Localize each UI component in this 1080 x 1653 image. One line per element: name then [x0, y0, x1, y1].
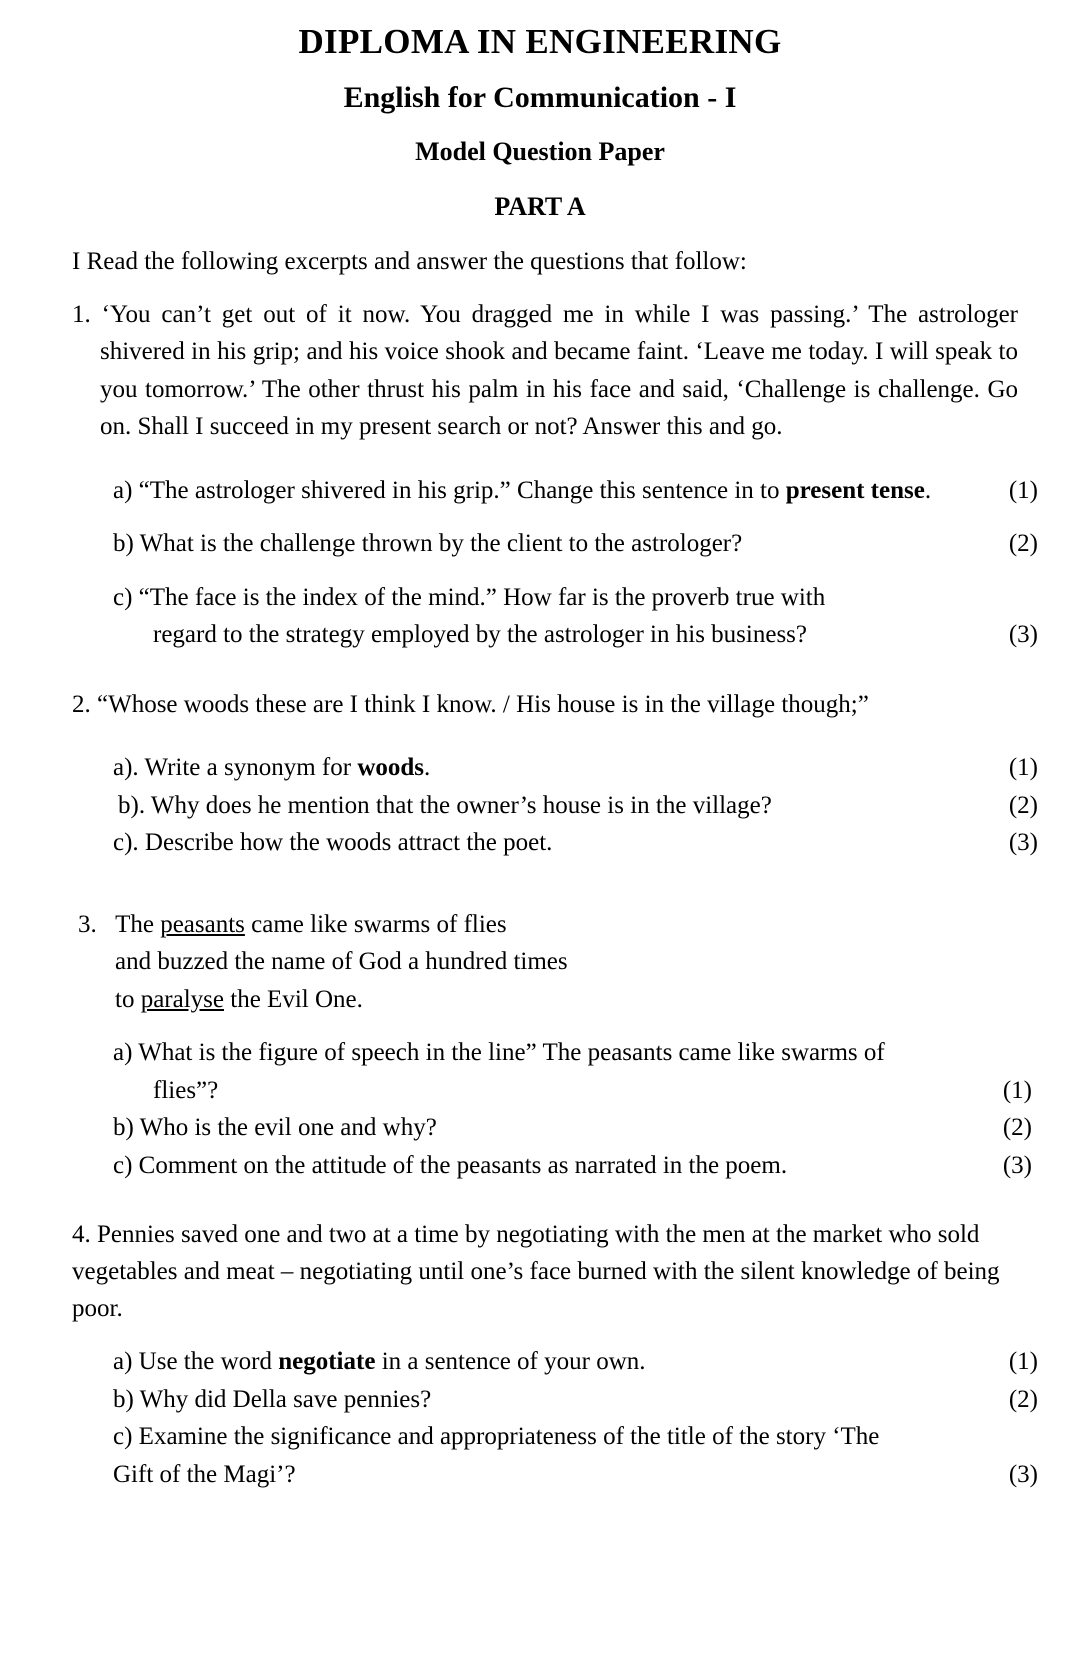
- question-3c: [0, 1147, 1080, 1185]
- question-2-number: 2.: [72, 690, 91, 718]
- question-4c-text: Examine the significance and appropriateness of the title of the story ‘The: [138, 1423, 880, 1451]
- question-2b: [0, 787, 1080, 825]
- question-2-passage: [0, 686, 1080, 724]
- question-4b: [0, 1381, 1080, 1419]
- question-4a: [0, 1343, 1080, 1381]
- question-4b-text: Why did Della save pennies?: [139, 1385, 432, 1413]
- question-4b-marks: (2): [1008, 1385, 1038, 1413]
- question-3b-text: Who is the evil one and why?: [139, 1114, 437, 1142]
- question-4a-marks: (1): [1008, 1348, 1038, 1376]
- question-4a-text-after: in a sentence of your own.: [375, 1348, 646, 1376]
- question-3a-text-cont: flies”?: [153, 1076, 219, 1104]
- question-2: [0, 686, 1080, 862]
- question-3-line-1: [0, 906, 1080, 944]
- question-1a-label: a): [113, 476, 133, 504]
- paper-type-title: Model Question Paper: [415, 137, 665, 167]
- question-1b: [0, 525, 1080, 563]
- question-3: [0, 906, 1080, 1185]
- question-2c: [0, 824, 1080, 862]
- question-3-line-3-before: to: [115, 985, 141, 1013]
- instruction-line: I Read the following excerpts and answer the questions that follow:: [72, 247, 747, 275]
- question-4c-label: c): [113, 1423, 133, 1451]
- question-2a-label: a).: [113, 754, 139, 782]
- question-2c-text: Describe how the woods attract the poet.: [144, 829, 553, 857]
- question-1a-text-after: .: [924, 476, 932, 504]
- question-1c-text-cont: regard to the strategy employed by the astrologer in his business?: [153, 621, 808, 649]
- question-3a-text: What is the figure of speech in the line” The peasants came like swarms of: [138, 1039, 885, 1067]
- question-1b-text: What is the challenge thrown by the client to the astrologer?: [139, 530, 743, 558]
- question-3-line-1-before: The: [115, 910, 161, 938]
- question-2b-label: b).: [118, 791, 146, 819]
- question-4c: [0, 1418, 1080, 1493]
- question-1c-text: “The face is the index of the mind.” How far is the proverb true with: [138, 583, 826, 611]
- question-4-passage: [0, 1216, 1080, 1327]
- question-2a: [0, 749, 1080, 787]
- question-2c-marks: (3): [1008, 829, 1038, 857]
- question-1a-bold: present tense: [785, 476, 925, 504]
- question-4b-label: b): [113, 1385, 134, 1413]
- question-1a-marks: (1): [1008, 476, 1038, 504]
- question-1-text: ‘You can’t get out of it now. You dragged me in while I was passing.’ The astrologer shivered in his grip; and his voice shook and became faint. ‘Leave me today. I will speak to you tomorrow.’ The other thrust his palm in his face and said, ‘Challenge is challenge. Go on. Shall I succeed in my present search or not? Answer this and go.: [100, 300, 1019, 441]
- question-3-line-2-text: and buzzed the name of God a hundred times: [115, 948, 568, 976]
- question-1-number: 1.: [72, 300, 91, 328]
- question-2b-text: Why does he mention that the owner’s house is in the village?: [150, 791, 772, 819]
- question-2c-label: c).: [113, 829, 139, 857]
- question-3-line-1-after: came like swarms of flies: [244, 910, 507, 938]
- page-title: DIPLOMA IN ENGINEERING: [298, 22, 782, 61]
- question-3a-marks: (1): [1002, 1076, 1032, 1104]
- question-3c-label: c): [113, 1151, 133, 1179]
- question-3b-label: b): [113, 1114, 134, 1142]
- question-3a: [0, 1034, 1080, 1109]
- question-4-number: 4.: [72, 1221, 91, 1249]
- question-1a: [0, 472, 1080, 510]
- question-3-line-3-underline: paralyse: [140, 985, 224, 1013]
- question-1c-label: c): [113, 583, 133, 611]
- question-4c-text-cont: Gift of the Magi’?: [113, 1460, 296, 1488]
- question-3b: [0, 1109, 1080, 1147]
- question-3-line-3-after: the Evil One.: [224, 985, 363, 1013]
- question-4a-label: a): [113, 1348, 133, 1376]
- question-3c-marks: (3): [1002, 1151, 1032, 1179]
- part-heading: PART A: [494, 191, 586, 221]
- question-2-text: “Whose woods these are I think I know. / His house is in the village though;”: [97, 690, 869, 718]
- question-2a-text-after: .: [424, 754, 431, 782]
- question-3-number: 3.: [78, 910, 97, 938]
- question-2a-bold: woods: [357, 754, 425, 782]
- subject-title: English for Communication - I: [343, 80, 737, 114]
- question-4: [0, 1216, 1080, 1493]
- question-1-passage: [0, 296, 1080, 446]
- question-4c-marks: (3): [1008, 1460, 1038, 1488]
- question-3-line-2: [0, 943, 1080, 981]
- question-2a-marks: (1): [1008, 754, 1038, 782]
- question-4a-bold: negotiate: [278, 1348, 376, 1376]
- question-3-line-3: [0, 981, 1080, 1019]
- question-2b-marks: (2): [1008, 791, 1038, 819]
- question-4a-text: Use the word: [138, 1348, 279, 1376]
- title-block: [0, 0, 1080, 222]
- question-1c-marks: (3): [1008, 621, 1038, 649]
- question-1b-label: b): [113, 530, 134, 558]
- question-1a-text: “The astrologer shivered in his grip.” Change this sentence in to: [138, 476, 786, 504]
- question-1c: [0, 579, 1080, 654]
- question-3-line-1-underline: peasants: [160, 910, 245, 938]
- question-4-text: Pennies saved one and two at a time by negotiating with the men at the market who sold vegetables and meat – negotiating until one’s face burned with the silent knowledge of being poor.: [72, 1221, 1000, 1323]
- question-3c-text: Comment on the attitude of the peasants as narrated in the poem.: [138, 1151, 788, 1179]
- question-1: [0, 296, 1080, 654]
- question-3b-marks: (2): [1002, 1114, 1032, 1142]
- question-2a-text: Write a synonym for: [144, 754, 358, 782]
- question-3a-label: a): [113, 1039, 133, 1067]
- question-1b-marks: (2): [1008, 530, 1038, 558]
